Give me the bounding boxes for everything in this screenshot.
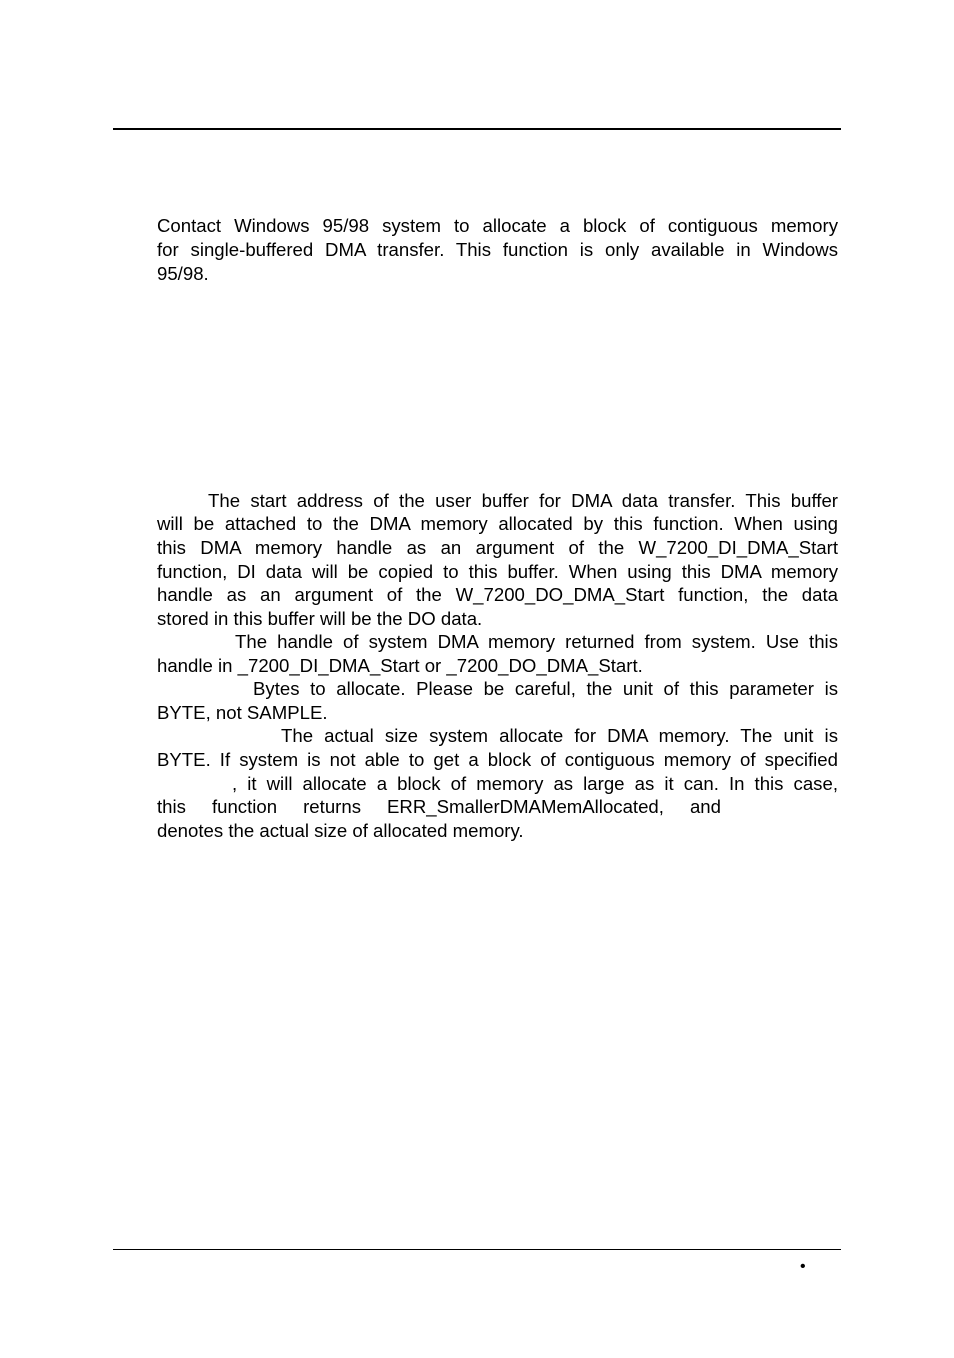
text-line: BYTE, not SAMPLE. [157,702,328,723]
text-line: stored in this buffer will be the DO data. [157,608,483,629]
footer-bullet: • [800,1258,806,1275]
header-rule [113,128,841,130]
text-line: The start address of the user buffer for DMA data transfer. This buffer [208,490,838,511]
text-line: handle as an argument of the W_7200_DO_DMA_Start function, the data [157,584,838,605]
text-line: this DMA memory handle as an argument of the W_7200_DI_DMA_Start [157,537,838,558]
text-line: function, DI data will be copied to this buffer. When using this DMA memory [157,561,838,582]
text-line: Bytes to allocate. Please be careful, the unit of this parameter is [253,678,838,699]
text-line: will be attached to the DMA memory allocated by this function. When using [157,513,838,534]
text-line: BYTE. If system is not able to get a block of contiguous memory of specified [157,749,838,770]
text-line: 95/98. [157,263,209,284]
text-line: handle in _7200_DI_DMA_Start or _7200_DO_DMA_Start. [157,655,643,676]
text-line: for single-buffered DMA transfer. This function is only available in Windows [157,239,838,260]
text-line: The handle of system DMA memory returned from system. Use this [235,631,838,652]
text-line: this function returns ERR_SmallerDMAMemAllocated, and [157,796,721,817]
text-line: Contact Windows 95/98 system to allocate a block of contiguous memory [157,215,838,236]
text-line: The actual size system allocate for DMA memory. The unit is [281,725,838,746]
text-line: , it will allocate a block of memory as large as it can. In this case, [232,773,838,794]
text-line: denotes the actual size of allocated memory. [157,820,524,841]
footer-rule [113,1249,841,1250]
